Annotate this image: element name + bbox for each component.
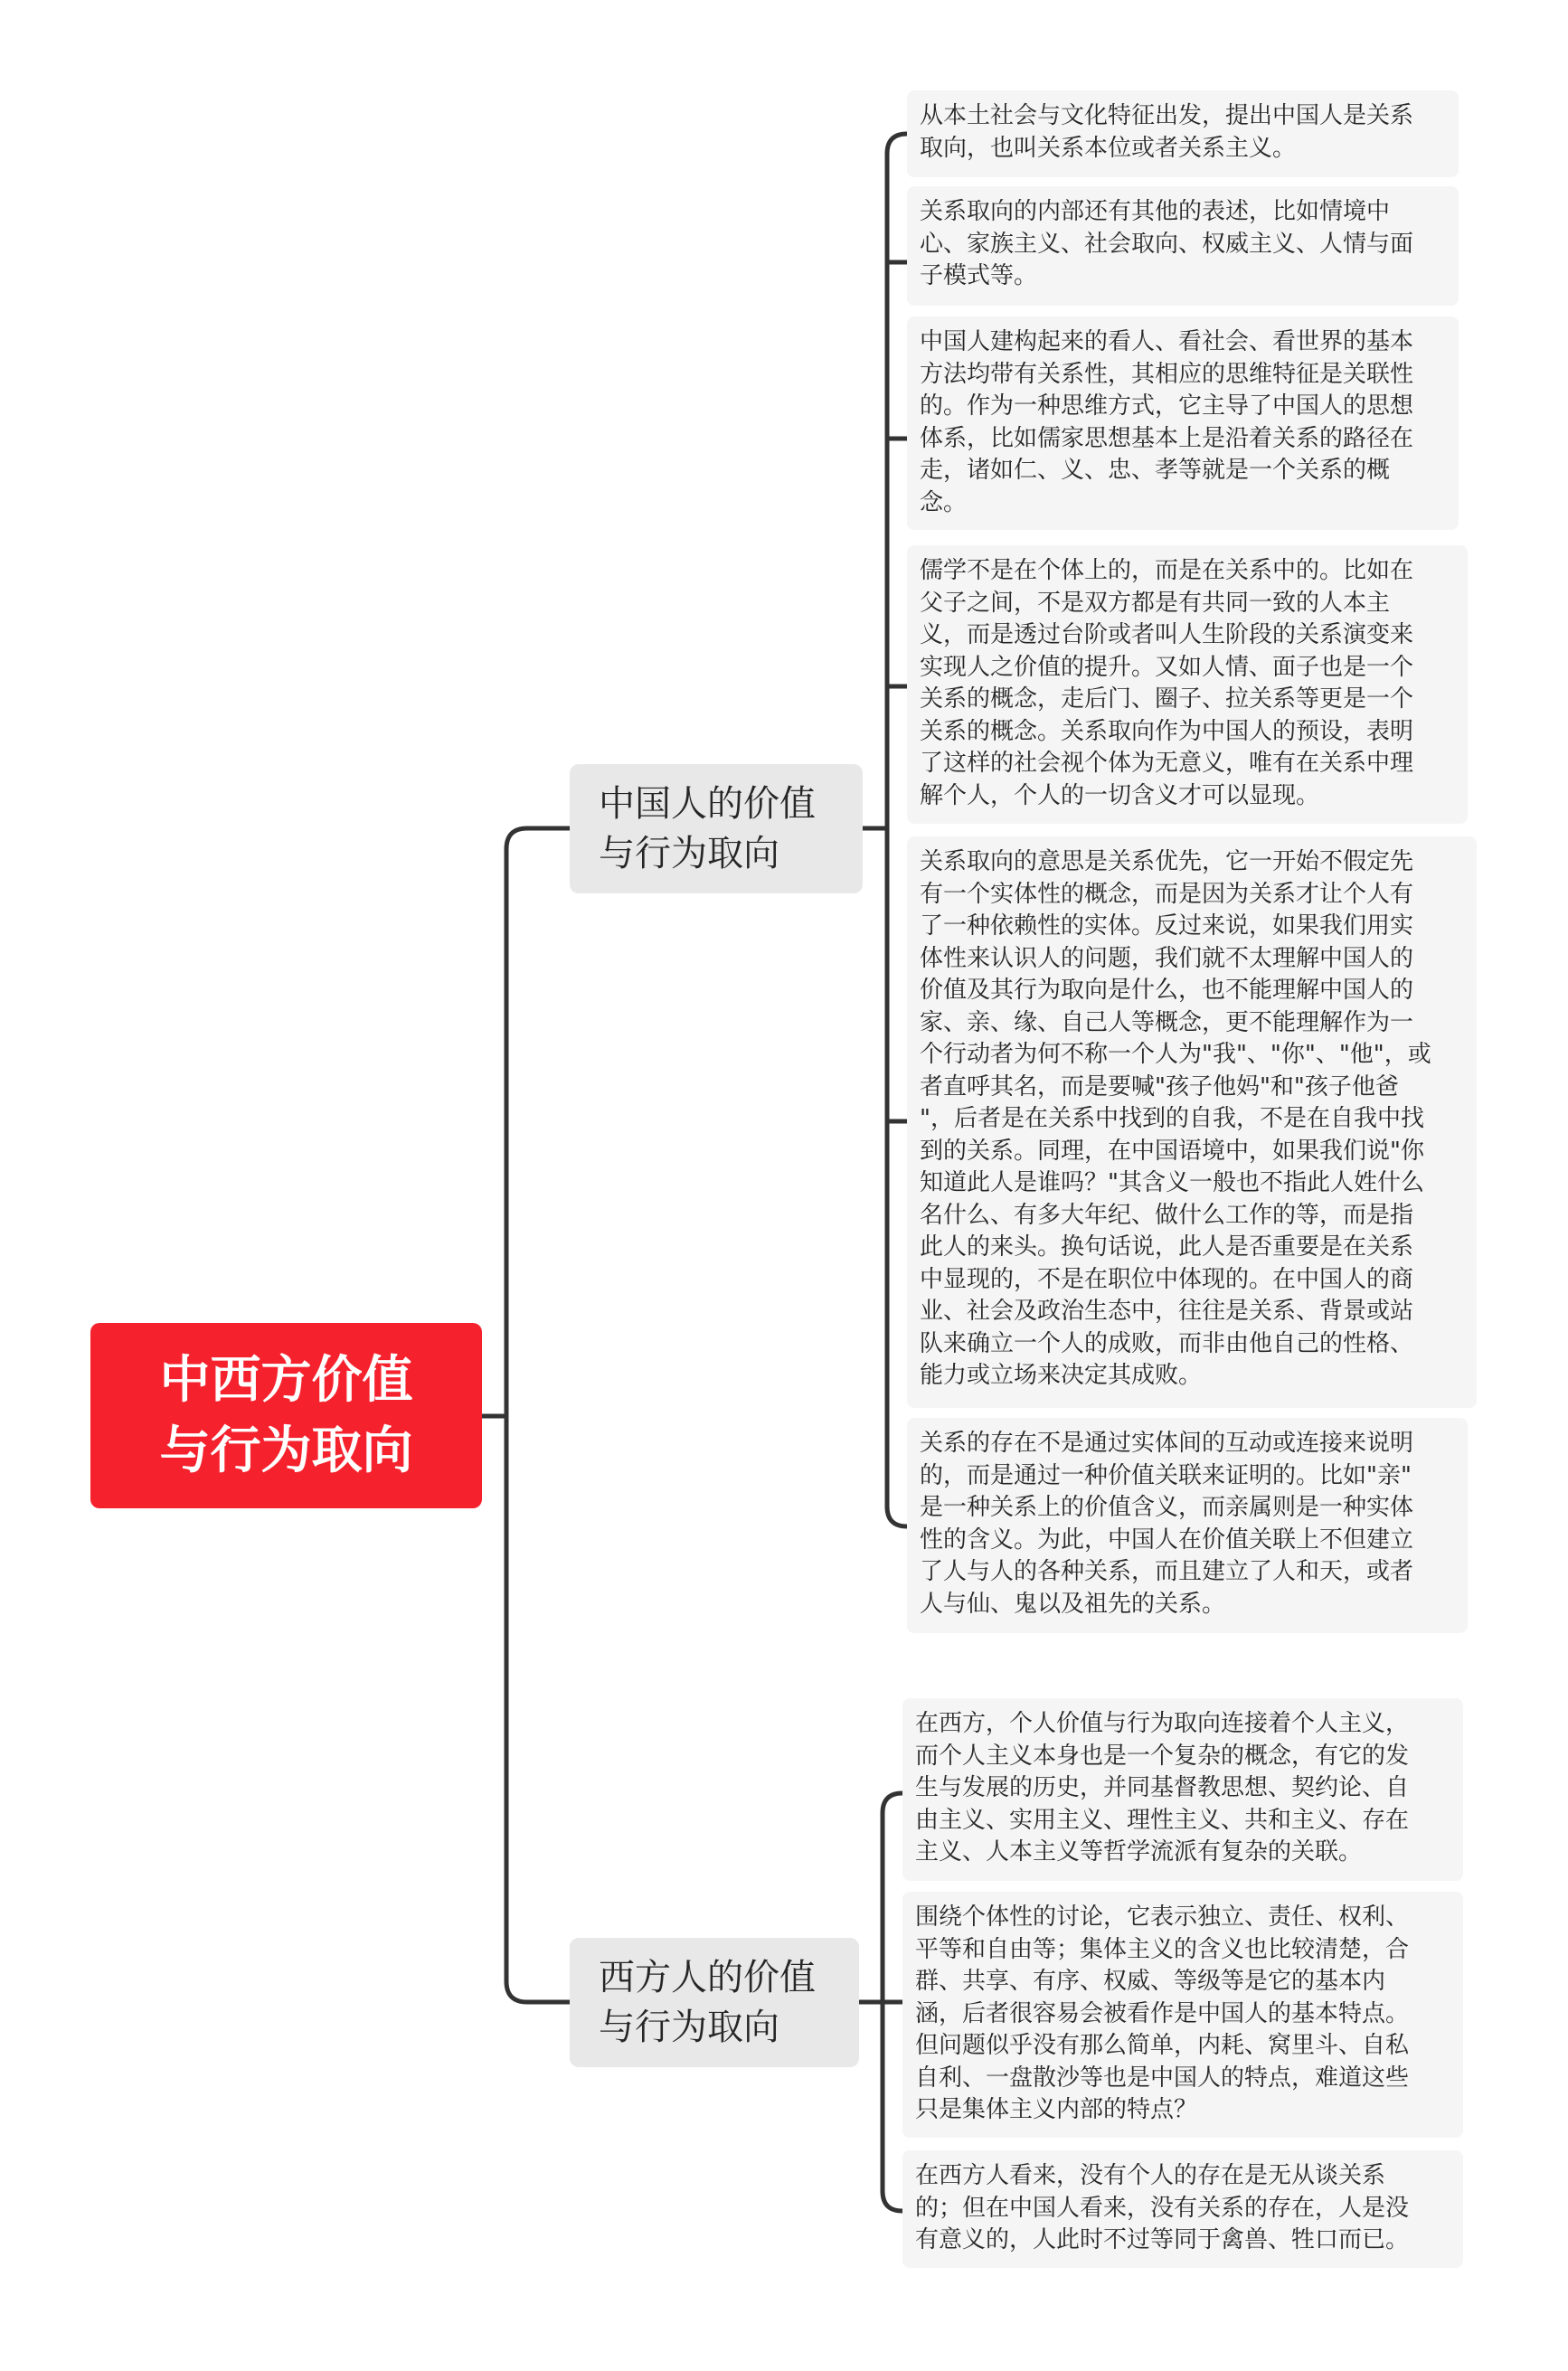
leaf-chinese-4[interactable]: 儒学不是在个体上的，而是在关系中的。比如在 父子之间，不是双方都是有共同一致的人本主 义，而是透过台阶或者叫人生阶段的关系演变来 实现人之价值的提升。又如人情、面子也是一个 关系的概念，走后门、圈子、拉关系等更是一个 关系的概念。关系取向作为中国人的预设，表明 了这样的社会视个体为无意义，唯有在关系中理 解个人，个人的一切含义才可以显现。 [907, 545, 1468, 824]
leaf-chinese-5[interactable]: 关系取向的意思是关系优先，它一开始不假定先 有一个实体性的概念，而是因为关系才让个人有 了一种依赖性的实体。反过来说，如果我们用实 体性来认识人的问题，我们就不太理解中国人的 价值及其行为取向是什么，也不能理解中国人的 家、亲、缘、自己人等概念，更不能理解作为一 个行动者为何不称一个人为"我"、"你"、"他"，或 者直呼其名，而是要喊"孩子他妈"和"孩子他爸 "，后者是在关系中找到的自我，不是在自我中找 到的关系。同理，在中国语境中，如果我们说"你 知道此人是谁吗？"其含义一般也不指此人姓什么 名什么、有多大年纪、做什么工作的等，而是指 此人的来头。换句话说，此人是否重要是在关系 中显现的，不是在职位中体现的。在中国人的商 业、社会及政治生态中，往往是关系、背景或站 队来确立一个人的成败，而非由他自己的性格、 能力或立场来决定其成败。 [907, 836, 1477, 1408]
root-topic[interactable]: 中西方价值 与行为取向 [90, 1323, 482, 1508]
branch-chinese-values[interactable]: 中国人的价值 与行为取向 [570, 764, 863, 893]
leaf-western-3[interactable]: 在西方人看来，没有个人的存在是无从谈关系 的；但在中国人看来，没有关系的存在，人是没 有意义的，人此时不过等同于禽兽、牲口而已。 [902, 2150, 1463, 2268]
leaf-western-1[interactable]: 在西方，个人价值与行为取向连接着个人主义， 而个人主义本身也是一个复杂的概念，有它的发 生与发展的历史，并同基督教思想、契约论、自 由主义、实用主义、理性主义、共和主义、存在 主义、人本主义等哲学流派有复杂的关联。 [902, 1698, 1463, 1881]
leaf-chinese-1[interactable]: 从本土社会与文化特征出发，提出中国人是关系 取向，也叫关系本位或者关系主义。 [907, 90, 1459, 177]
branch-western-values[interactable]: 西方人的价值 与行为取向 [570, 1938, 859, 2067]
leaf-chinese-6[interactable]: 关系的存在不是通过实体间的互动或连接来说明 的，而是通过一种价值关联来证明的。比如"亲" 是一种关系上的价值含义，而亲属则是一种实体 性的含义。为此，中国人在价值关联上不但建立 了人与人的各种关系，而且建立了人和天，或者 人与仙、鬼以及祖先的关系。 [907, 1418, 1468, 1633]
leaf-chinese-3[interactable]: 中国人建构起来的看人、看社会、看世界的基本 方法均带有关系性，其相应的思维特征是关联性 的。作为一种思维方式，它主导了中国人的思想 体系，比如儒家思想基本上是沿着关系的路径在 走，诸如仁、义、忠、孝等就是一个关系的概 念。 [907, 316, 1459, 530]
leaf-chinese-2[interactable]: 关系取向的内部还有其他的表述，比如情境中 心、家族主义、社会取向、权威主义、人情与面 子模式等。 [907, 186, 1459, 306]
leaf-western-2[interactable]: 围绕个体性的讨论，它表示独立、责任、权利、 平等和自由等；集体主义的含义也比较清楚，合 群、共享、有序、权威、等级等是它的基本内 涵，后者很容易会被看作是中国人的基本特点。 但问题似乎没有那么简单，内耗、窝里斗、自私 自利、一盘散沙等也是中国人的特点，难道这些 只是集体主义内部的特点？ [902, 1892, 1463, 2138]
